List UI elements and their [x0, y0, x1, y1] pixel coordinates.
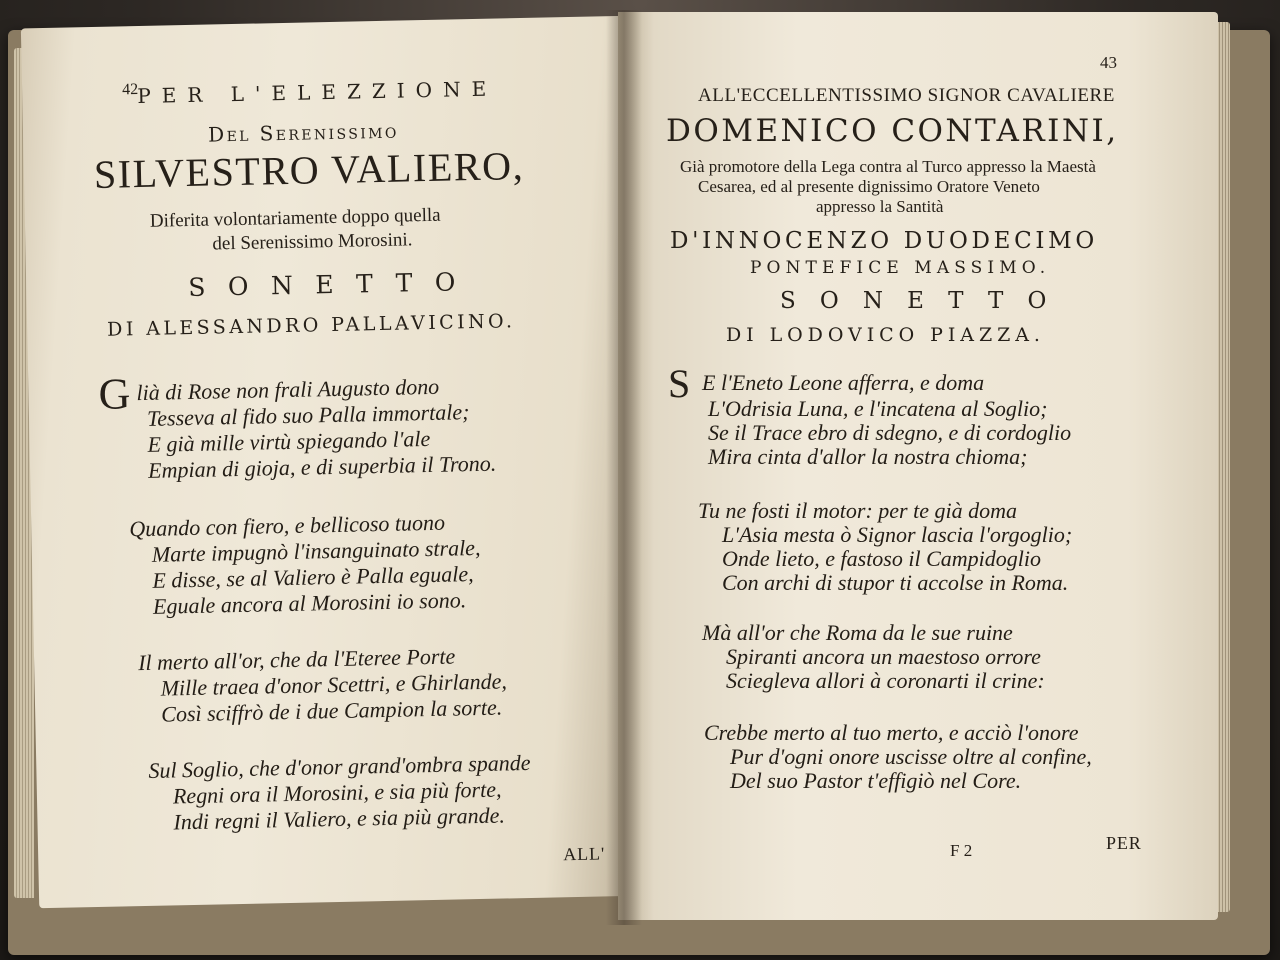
verse-line: L'Asia mesta ò Signor lascia l'orgoglio;	[722, 522, 1073, 547]
verse-line: E disse, se al Valiero è Palla eguale,	[152, 561, 474, 593]
author-line: DI LODOVICO PIAZZA.	[726, 324, 1045, 346]
verse-line: Del suo Pastor t'effigiò nel Core.	[730, 768, 1022, 793]
heading-line: ALL'ECCELLENTISSIMO SIGNOR CAVALIERE	[698, 85, 1115, 106]
catchword: ALL'	[563, 843, 606, 865]
verse-line: lià di Rose non frali Augusto dono	[136, 373, 440, 406]
subheading-line: Già promotore della Lega contra al Turco appresso la Maestà	[680, 157, 1096, 176]
verse-line: Mira cinta d'allor la nostra chioma;	[708, 444, 1028, 469]
verse-line: Tu ne fosti il motor: per te già doma	[698, 498, 1017, 523]
verse-line: Sul Soglio, che d'onor grand'ombra spande	[148, 749, 531, 783]
page-number: 42	[121, 81, 139, 99]
verse-line: Eguale ancora al Morosini io sono.	[152, 587, 467, 619]
subheading-line: appresso la Santità	[816, 197, 944, 216]
verse-line: Onde lieto, e fastoso il Campidoglio	[722, 546, 1041, 571]
verse-line: Quando con fiero, e bellicoso tuono	[129, 509, 446, 542]
title: SILVESTRO VALIERO,	[93, 142, 525, 197]
verse-line: Marte impugnò l'insanguinato strale,	[151, 534, 481, 567]
subheading-line: Diferita volontariamente doppo quella	[149, 204, 441, 232]
verse-line: Mà all'or che Roma da le sue ruine	[702, 620, 1013, 645]
verse-line: Con archi di stupor ti accolse in Roma.	[722, 570, 1069, 595]
subheading-line: del Serenissimo Morosini.	[212, 229, 413, 255]
verse-line: Il merto all'or, che da l'Eteree Porte	[137, 643, 456, 676]
verse-line: E già mille virtù spiegando l'ale	[147, 425, 431, 457]
verse-line: Sciegleva allori à coronarti il crine:	[726, 668, 1045, 693]
author-line: DI ALESSANDRO PALLAVICINO.	[106, 310, 516, 341]
left-page	[21, 16, 647, 909]
verse-line: Regni ora il Morosini, e sia più forte,	[172, 776, 502, 809]
signature-mark: F 2	[950, 841, 973, 860]
verse-line: Empian di gioja, e di superbia il Trono.	[147, 450, 497, 483]
verse-line: Tesseva al fido suo Palla immortale;	[146, 399, 470, 431]
heading-line: PONTEFICE MASSIMO.	[750, 258, 1051, 278]
sonnet-label: SONETTO	[780, 288, 1071, 314]
heading-line: PER L'ELEZZIONE	[137, 76, 498, 109]
verse-line: Se il Trace ebro di sdegno, e di cordoglio	[708, 420, 1072, 445]
heading-line: D'INNOCENZO DUODECIMO	[670, 228, 1098, 254]
heading-line: Del Serenissimo	[207, 118, 399, 147]
verse-line: Così sciffrò de i due Campion la sorte.	[160, 694, 503, 727]
verse-line: L'Odrisia Luna, e l'incatena al Soglio;	[708, 396, 1048, 421]
drop-cap: S	[668, 361, 691, 406]
verse-line: Mille traea d'onor Scettri, e Ghirlande,	[160, 668, 508, 701]
drop-cap: G	[98, 369, 131, 419]
title: DOMENICO CONTARINI,	[666, 113, 1119, 149]
verse-line: E l'Eneto Leone afferra, e doma	[702, 370, 985, 395]
right-page	[618, 12, 1218, 920]
verse-line: Pur d'ogni onore uscisse oltre al confine,	[730, 744, 1092, 769]
verse-line: Spiranti ancora un maestoso orrore	[726, 644, 1041, 669]
subheading-line: Cesarea, ed al presente dignissimo Oratore Veneto	[698, 177, 1040, 196]
page-number: 43	[1100, 53, 1117, 72]
catchword: PER	[1106, 833, 1142, 853]
verse-line: Crebbe merto al tuo merto, e acciò l'onore	[704, 720, 1079, 745]
sonnet-label: SONETTO	[188, 266, 479, 303]
verse-line: Indi regni il Valiero, e sia più grande.	[173, 802, 506, 835]
book-gutter	[606, 10, 642, 925]
